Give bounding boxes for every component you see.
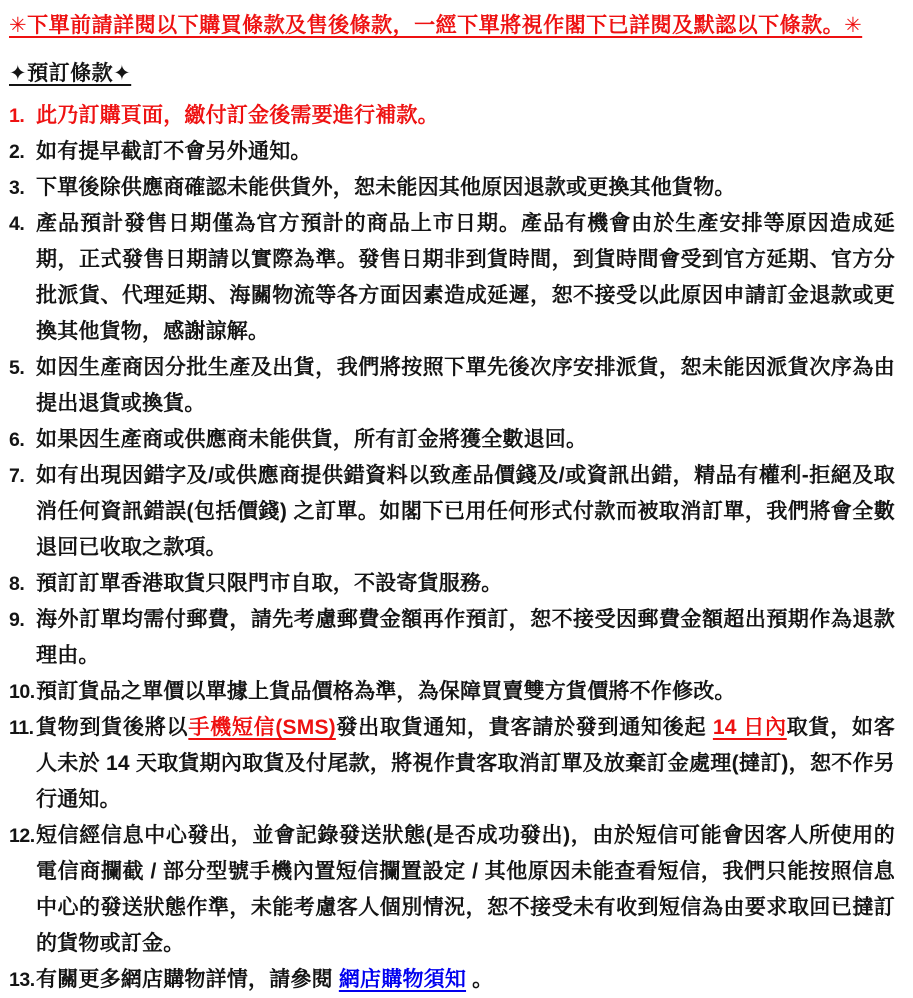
- term-segment: 下單後除供應商確認未能供貨外，恕未能因其他原因退款或更換其他貨物。: [36, 176, 736, 199]
- term-number: 4.: [9, 213, 25, 235]
- section-heading: ✦預訂條款✦: [9, 62, 132, 85]
- term-item-8: [9, 566, 895, 602]
- term-text: [36, 206, 895, 350]
- term-segment: 貨物到貨後將以: [36, 716, 189, 739]
- term-item-9: [9, 602, 895, 674]
- term-segment: 預訂訂單香港取貨只限門市自取，不設寄貨服務。: [36, 572, 503, 595]
- term-item-2: [9, 134, 895, 170]
- term-item-10: [9, 674, 895, 710]
- term-text: [36, 818, 895, 962]
- term-text: [36, 350, 895, 422]
- term-segment: 預訂貨品之單價以單據上貨品價格為準，為保障買賣雙方貨價將不作修改。: [36, 680, 736, 703]
- term-segment: 短信經信息中心發出，並會記錄發送狀態(是否成功發出)，由於短信可能會因客人所使用的電信商攔截 / 部分型號手機內置短信攔置設定 / 其他原因未能查看短信，我們只能按照信息中心的發送狀態作準，未能考慮客人個別情況，恕不接受未有收到短信為由要求取回已撻訂的貨物或訂金。: [36, 824, 895, 955]
- term-text: [36, 422, 895, 458]
- purchase-notice-title: ✳下單前請詳閱以下購買條款及售後條款，一經下單將視作閣下已詳閱及默認以下條款。✳: [9, 14, 863, 37]
- term-segment: 取貨，如客人未於 14 天取貨期內取貨及付尾款，將視作貴客取消訂單及放棄訂金處理(撻訂)，恕不作另行通知。: [36, 716, 895, 811]
- term-item-3: [9, 170, 895, 206]
- term-number: 10.: [9, 681, 35, 703]
- term-item-11: [9, 710, 895, 818]
- term-segment: 如有提早截訂不會另外通知。: [36, 140, 312, 163]
- term-number: 13.: [9, 969, 35, 991]
- term-segment: 有關更多網店購物詳情，請參閱: [36, 968, 339, 991]
- term-segment: 如果因生產商或供應商未能供貨，所有訂金將獲全數退回。: [36, 428, 588, 451]
- term-number: 1.: [9, 105, 25, 127]
- section-heading-row: [9, 59, 895, 91]
- store-shopping-notice-link[interactable]: 網店購物須知: [338, 968, 467, 991]
- term-text: [36, 674, 895, 710]
- term-text: [36, 566, 895, 602]
- terms-list: [9, 98, 895, 998]
- term-segment: 海外訂單均需付郵費，請先考慮郵費金額再作預訂，恕不接受因郵費金額超出預期作為退款理由。: [36, 608, 895, 667]
- term-number: 11.: [9, 717, 34, 739]
- term-segment: 發出取貨通知，貴客請於發到通知後起: [335, 716, 713, 739]
- term-item-13: [9, 962, 895, 998]
- term-number: 2.: [9, 141, 25, 163]
- term-segment: 。: [466, 968, 494, 991]
- term-segment: 如因生產商因分批生產及出貨，我們將按照下單先後次序安排派貨，恕未能因派貨次序為由提出退貨或換貨。: [36, 356, 895, 415]
- term-number: 3.: [9, 177, 25, 199]
- term-item-5: [9, 350, 895, 422]
- term-item-6: [9, 422, 895, 458]
- term-item-4: [9, 206, 895, 350]
- term-item-1: [9, 98, 895, 134]
- term-segment: 產品預計發售日期僅為官方預計的商品上市日期。產品有機會由於生產安排等原因造成延期，正式發售日期請以實際為準。發售日期非到貨時間，到貨時間會受到官方延期、官方分批派貨、代理延期、海關物流等各方面因素造成延遲，恕不接受以此原因申請訂金退款或更換其他貨物，感謝諒解。: [36, 212, 895, 343]
- term-segment: 如有出現因錯字及/或供應商提供錯資料以致產品價錢及/或資訊出錯，精品有權利-拒絕及取消任何資訊錯誤(包括價錢) 之訂單。如閣下已用任何形式付款而被取消訂單，我們將會全數退回已收取之款項。: [36, 464, 895, 559]
- term-number: 12.: [9, 825, 35, 847]
- term-text: [36, 134, 895, 170]
- term-item-12: [9, 818, 895, 962]
- term-number: 8.: [9, 573, 25, 595]
- term-number: 5.: [9, 357, 25, 379]
- highlighted-term-text: 14 日內: [712, 716, 787, 739]
- term-text: [36, 458, 895, 566]
- term-text: [36, 170, 895, 206]
- highlighted-term-text: 手機短信(SMS): [188, 716, 336, 739]
- term-text: [36, 962, 895, 998]
- term-segment: 此乃訂購頁面，繳付訂金後需要進行補款。: [36, 104, 439, 127]
- term-number: 7.: [9, 465, 25, 487]
- term-number: 6.: [9, 429, 25, 451]
- term-item-7: [9, 458, 895, 566]
- term-text: [36, 710, 895, 818]
- term-text: [36, 602, 895, 674]
- term-text: [36, 98, 895, 134]
- term-number: 9.: [9, 609, 25, 631]
